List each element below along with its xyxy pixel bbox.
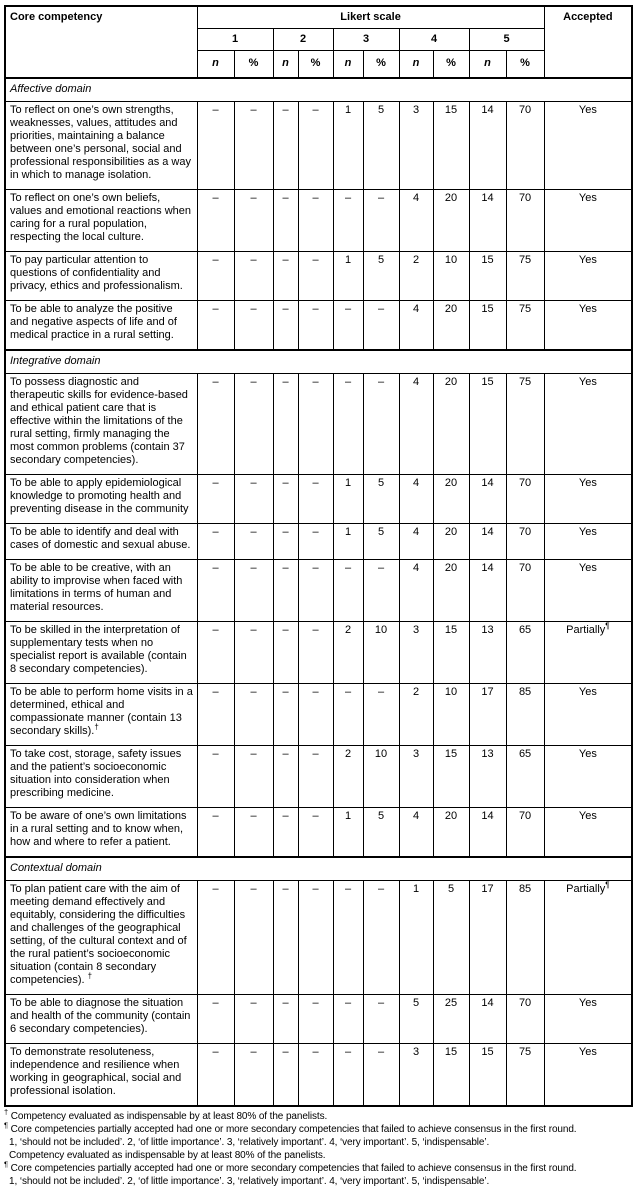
value-cell: 4	[399, 808, 433, 858]
value-cell: –	[197, 524, 234, 560]
n-header-2: n	[273, 51, 298, 79]
accepted-cell: Yes	[544, 252, 632, 301]
value-cell: –	[363, 301, 399, 351]
value-cell: –	[273, 808, 298, 858]
value-cell: 14	[469, 560, 506, 622]
value-cell: –	[273, 190, 298, 252]
accepted-cell: Partially¶	[544, 622, 632, 684]
value-cell: –	[298, 374, 333, 475]
value-cell: –	[273, 301, 298, 351]
table-row	[5, 881, 632, 995]
value-cell: –	[333, 684, 363, 746]
likert-scale-header: Likert scale	[197, 6, 544, 29]
value-cell: 5	[433, 881, 469, 995]
value-cell: 20	[433, 475, 469, 524]
value-cell: –	[234, 746, 273, 808]
value-cell: 15	[469, 1044, 506, 1107]
value-cell: –	[234, 475, 273, 524]
value-cell: –	[273, 622, 298, 684]
value-cell: 65	[506, 622, 544, 684]
value-cell: –	[273, 102, 298, 190]
n-header-4: n	[399, 51, 433, 79]
footnote-symbol: ¶	[4, 1159, 8, 1169]
footnote	[4, 1159, 631, 1175]
table-row	[5, 560, 632, 622]
value-cell: –	[197, 881, 234, 995]
footnote-symbol: ¶	[4, 1120, 8, 1130]
footnote-marker: †	[94, 722, 99, 732]
value-cell: 4	[399, 524, 433, 560]
value-cell: 4	[399, 190, 433, 252]
footnote-text: Core competencies partially accepted had one or more secondary competencies that failed to achieve consensus in the first round.	[7, 1124, 577, 1135]
table-row	[5, 684, 632, 746]
accepted-header: Accepted	[544, 6, 632, 78]
value-cell: –	[234, 560, 273, 622]
core-competency-header: Core competency	[5, 6, 197, 78]
value-cell: –	[333, 1044, 363, 1107]
accepted-cell: Yes	[544, 102, 632, 190]
value-cell: –	[197, 301, 234, 351]
value-cell: 15	[433, 102, 469, 190]
value-cell: 14	[469, 995, 506, 1044]
value-cell: –	[298, 808, 333, 858]
value-cell: 5	[399, 995, 433, 1044]
value-cell: –	[363, 881, 399, 995]
table-row	[5, 808, 632, 858]
footnote-marker: ¶	[605, 621, 610, 631]
footnote-marker: ¶	[605, 880, 610, 890]
value-cell: 14	[469, 102, 506, 190]
domain-label: Affective domain	[5, 78, 632, 102]
value-cell: 85	[506, 881, 544, 995]
value-cell: 15	[433, 1044, 469, 1107]
accepted-cell: Yes	[544, 995, 632, 1044]
accepted-cell: Yes	[544, 524, 632, 560]
table-row	[5, 374, 632, 475]
value-cell: 17	[469, 684, 506, 746]
value-cell: –	[273, 475, 298, 524]
value-cell: 75	[506, 252, 544, 301]
value-cell: –	[197, 190, 234, 252]
value-cell: –	[273, 524, 298, 560]
table-row	[5, 190, 632, 252]
competency-cell: To possess diagnostic and therapeutic skills for evidence-based and ethical patient care that is effective within the limitations of the rural setting, firmly managing the most common problems (contain 37 secondary competencies).	[5, 374, 197, 475]
n-header-3: n	[333, 51, 363, 79]
accepted-cell: Yes	[544, 560, 632, 622]
domain-row	[5, 350, 632, 374]
value-cell: –	[234, 808, 273, 858]
footnote	[4, 1107, 631, 1123]
value-cell: 3	[399, 622, 433, 684]
table-row	[5, 746, 632, 808]
value-cell: 70	[506, 808, 544, 858]
value-cell: 14	[469, 475, 506, 524]
value-cell: –	[234, 622, 273, 684]
footnote	[4, 1120, 631, 1136]
value-cell: –	[298, 301, 333, 351]
competency-cell: To take cost, storage, safety issues and the patient’s socioeconomic situation into consideration when prescribing medicine.	[5, 746, 197, 808]
value-cell: 15	[433, 746, 469, 808]
competency-cell: To pay particular attention to questions of confidentiality and privacy, ethics and professionalism.	[5, 252, 197, 301]
value-cell: –	[298, 524, 333, 560]
value-cell: –	[197, 252, 234, 301]
value-cell: 3	[399, 746, 433, 808]
accepted-cell: Yes	[544, 301, 632, 351]
footnote-text: 1, ‘should not be included’. 2, ‘of little importance’. 3, ‘relatively important’. 4, ‘very important’. 5, ‘indispensable’.	[9, 1137, 490, 1148]
value-cell: 13	[469, 622, 506, 684]
accepted-cell: Yes	[544, 684, 632, 746]
value-cell: –	[363, 560, 399, 622]
value-cell: 14	[469, 808, 506, 858]
value-cell: 3	[399, 102, 433, 190]
value-cell: –	[298, 102, 333, 190]
domain-row	[5, 78, 632, 102]
value-cell: –	[363, 190, 399, 252]
value-cell: 85	[506, 684, 544, 746]
table-row	[5, 995, 632, 1044]
value-cell: –	[197, 1044, 234, 1107]
value-cell: –	[363, 995, 399, 1044]
value-cell: 10	[433, 252, 469, 301]
value-cell: –	[333, 374, 363, 475]
accepted-cell: Yes	[544, 190, 632, 252]
value-cell: 10	[433, 684, 469, 746]
value-cell: –	[234, 102, 273, 190]
value-cell: 15	[433, 622, 469, 684]
table-row	[5, 252, 632, 301]
likert-point-5: 5	[469, 29, 544, 51]
competency-cell: To be able to be creative, with an ability to improvise when faced with limitations in terms of human and material resources.	[5, 560, 197, 622]
value-cell: 5	[363, 808, 399, 858]
competency-cell: To demonstrate resoluteness, independence and resilience when working in geographical, social and professional isolation.	[5, 1044, 197, 1107]
value-cell: 14	[469, 524, 506, 560]
value-cell: 3	[399, 1044, 433, 1107]
value-cell: –	[298, 622, 333, 684]
footnote-text: Competency evaluated as indispensable by at least 80% of the panelists.	[8, 1111, 328, 1122]
value-cell: 4	[399, 560, 433, 622]
value-cell: 1	[333, 475, 363, 524]
footnote-marker: †	[87, 971, 93, 981]
accepted-cell: Partially¶	[544, 881, 632, 995]
value-cell: 1	[333, 252, 363, 301]
value-cell: –	[333, 301, 363, 351]
value-cell: –	[333, 995, 363, 1044]
value-cell: 15	[469, 252, 506, 301]
accepted-cell: Yes	[544, 374, 632, 475]
value-cell: –	[298, 746, 333, 808]
domain-label: Contextual domain	[5, 857, 632, 881]
value-cell: 1	[333, 524, 363, 560]
n-header-1: n	[197, 51, 234, 79]
value-cell: –	[298, 475, 333, 524]
value-cell: –	[197, 475, 234, 524]
value-cell: 20	[433, 560, 469, 622]
value-cell: –	[197, 684, 234, 746]
footnote	[4, 1149, 631, 1162]
footnote-text: 1, ‘should not be included’. 2, ‘of little importance’. 3, ‘relatively important’. 4, ‘very important’. 5, ‘indispensable’.	[9, 1176, 490, 1187]
value-cell: 75	[506, 374, 544, 475]
value-cell: –	[333, 881, 363, 995]
pct-header-1: %	[234, 51, 273, 79]
value-cell: 5	[363, 475, 399, 524]
likert-point-2: 2	[273, 29, 333, 51]
footnote	[4, 1175, 631, 1188]
value-cell: 4	[399, 374, 433, 475]
value-cell: –	[298, 684, 333, 746]
value-cell: 13	[469, 746, 506, 808]
value-cell: –	[234, 301, 273, 351]
value-cell: 15	[469, 301, 506, 351]
value-cell: –	[234, 190, 273, 252]
value-cell: 70	[506, 190, 544, 252]
value-cell: –	[273, 560, 298, 622]
value-cell: 2	[399, 684, 433, 746]
value-cell: –	[333, 560, 363, 622]
competency-cell: To be able to apply epidemiological knowledge to promoting health and preventing disease in the community	[5, 475, 197, 524]
value-cell: –	[273, 252, 298, 301]
accepted-cell: Yes	[544, 475, 632, 524]
table-row	[5, 301, 632, 351]
value-cell: 5	[363, 524, 399, 560]
value-cell: 10	[363, 622, 399, 684]
value-cell: –	[234, 252, 273, 301]
value-cell: 14	[469, 190, 506, 252]
value-cell: –	[333, 190, 363, 252]
competency-cell: To reflect on one’s own strengths, weaknesses, values, attitudes and priorities, maintaining a balance between one’s personal, social and professional responsibilities as a way in which to manage isolation.	[5, 102, 197, 190]
value-cell: 20	[433, 524, 469, 560]
footnote-text: Core competencies partially accepted had one or more secondary competencies that failed to achieve consensus in the first round.	[7, 1163, 577, 1174]
domain-label: Integrative domain	[5, 350, 632, 374]
value-cell: –	[298, 995, 333, 1044]
competency-cell: To be able to perform home visits in a determined, ethical and compassionate manner (contain 13 secondary skills).†	[5, 684, 197, 746]
value-cell: –	[197, 560, 234, 622]
value-cell: 1	[333, 102, 363, 190]
value-cell: 1	[399, 881, 433, 995]
likert-point-4: 4	[399, 29, 469, 51]
value-cell: –	[234, 1044, 273, 1107]
footnote-text: Competency evaluated as indispensable by at least 80% of the panelists.	[9, 1150, 326, 1161]
table-row	[5, 475, 632, 524]
value-cell: 25	[433, 995, 469, 1044]
value-cell: 20	[433, 808, 469, 858]
value-cell: 5	[363, 102, 399, 190]
value-cell: 20	[433, 374, 469, 475]
value-cell: 5	[363, 252, 399, 301]
footnotes	[4, 1107, 631, 1188]
value-cell: 70	[506, 995, 544, 1044]
value-cell: 70	[506, 102, 544, 190]
table-body	[5, 78, 632, 1106]
competency-cell: To be skilled in the interpretation of supplementary tests when no specialist report is available (contain 8 secondary competencies).	[5, 622, 197, 684]
value-cell: 70	[506, 475, 544, 524]
table-row	[5, 524, 632, 560]
value-cell: –	[197, 808, 234, 858]
value-cell: 65	[506, 746, 544, 808]
pct-header-5: %	[506, 51, 544, 79]
value-cell: –	[298, 881, 333, 995]
competency-cell: To be aware of one’s own limitations in a rural setting and to know when, how and where to refer a patient.	[5, 808, 197, 858]
table-row	[5, 1044, 632, 1107]
value-cell: 15	[469, 374, 506, 475]
footnote	[4, 1136, 631, 1149]
accepted-cell: Yes	[544, 808, 632, 858]
value-cell: –	[363, 1044, 399, 1107]
value-cell: –	[273, 1044, 298, 1107]
value-cell: 75	[506, 301, 544, 351]
value-cell: 4	[399, 475, 433, 524]
competency-cell: To be able to identify and deal with cases of domestic and sexual abuse.	[5, 524, 197, 560]
value-cell: –	[197, 374, 234, 475]
value-cell: –	[234, 684, 273, 746]
value-cell: –	[298, 560, 333, 622]
table-row	[5, 102, 632, 190]
value-cell: –	[234, 374, 273, 475]
value-cell: 2	[333, 746, 363, 808]
table-row	[5, 622, 632, 684]
value-cell: 17	[469, 881, 506, 995]
value-cell: –	[234, 995, 273, 1044]
accepted-cell: Yes	[544, 1044, 632, 1107]
value-cell: 70	[506, 560, 544, 622]
value-cell: 20	[433, 190, 469, 252]
pct-header-4: %	[433, 51, 469, 79]
likert-point-1: 1	[197, 29, 273, 51]
footnote-symbol: †	[4, 1107, 9, 1117]
value-cell: 20	[433, 301, 469, 351]
value-cell: –	[197, 622, 234, 684]
competency-cell: To reflect on one’s own beliefs, values and emotional reactions when caring for a rural population, respecting the local culture.	[5, 190, 197, 252]
value-cell: –	[197, 995, 234, 1044]
pct-header-2: %	[298, 51, 333, 79]
value-cell: 2	[399, 252, 433, 301]
domain-row	[5, 857, 632, 881]
value-cell: –	[197, 102, 234, 190]
competency-table	[4, 5, 633, 1107]
accepted-cell: Yes	[544, 746, 632, 808]
value-cell: –	[273, 746, 298, 808]
competency-cell: To be able to diagnose the situation and health of the community (contain 6 secondary competencies).	[5, 995, 197, 1044]
value-cell: 4	[399, 301, 433, 351]
header-row-1	[5, 6, 632, 29]
value-cell: –	[273, 995, 298, 1044]
value-cell: –	[298, 190, 333, 252]
value-cell: –	[234, 524, 273, 560]
value-cell: –	[363, 374, 399, 475]
value-cell: 70	[506, 524, 544, 560]
value-cell: –	[273, 374, 298, 475]
value-cell: 1	[333, 808, 363, 858]
value-cell: –	[298, 1044, 333, 1107]
value-cell: –	[273, 684, 298, 746]
value-cell: –	[234, 881, 273, 995]
value-cell: –	[363, 684, 399, 746]
pct-header-3: %	[363, 51, 399, 79]
value-cell: –	[273, 881, 298, 995]
value-cell: 10	[363, 746, 399, 808]
competency-cell: To plan patient care with the aim of meeting demand effectively and equitably, considering the difficulties and challenges of the geographical setting, of the cultural context and of the rural patient’s socioeconomic situation (contain 8 secondary competencies). †	[5, 881, 197, 995]
value-cell: –	[298, 252, 333, 301]
value-cell: 75	[506, 1044, 544, 1107]
value-cell: 2	[333, 622, 363, 684]
table-header	[5, 6, 632, 78]
likert-point-3: 3	[333, 29, 399, 51]
competency-cell: To be able to analyze the positive and negative aspects of life and of medical practice in a rural setting.	[5, 301, 197, 351]
n-header-5: n	[469, 51, 506, 79]
value-cell: –	[197, 746, 234, 808]
